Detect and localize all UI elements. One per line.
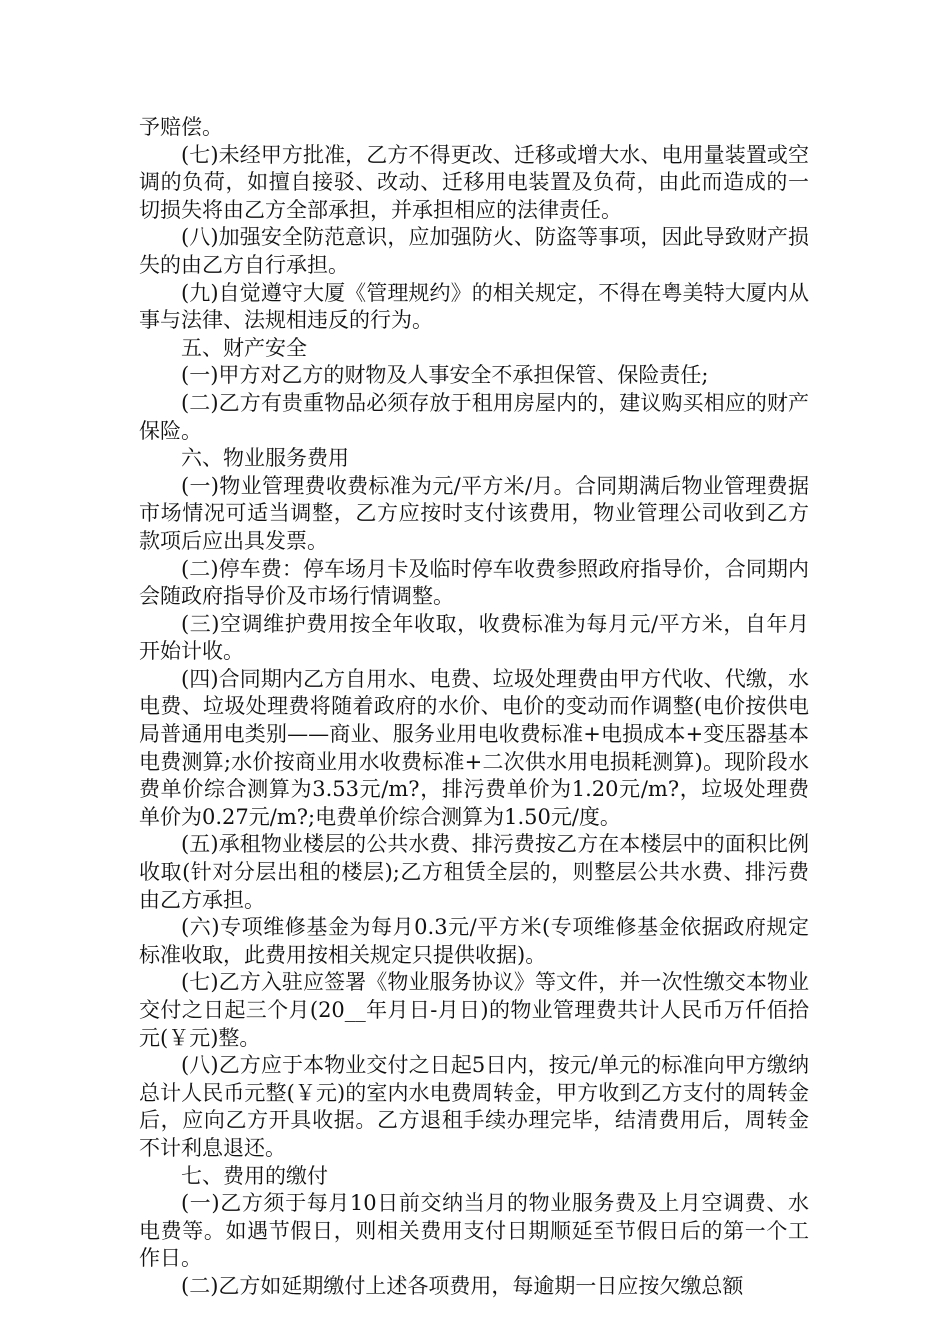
section-heading-6: 六、物业服务费用 [181, 446, 349, 471]
clause-7-2: (二)乙方如延期缴付上述各项费用，每逾期一日应按欠缴总额 [181, 1273, 744, 1298]
clause-5-1: (一)甲方对乙方的财物及人事安全不承担保管、保险责任; [181, 363, 709, 388]
clause-6-3: (三)空调维护费用按全年收取，收费标准为每月元/平方米，自年月开始计收。 [139, 611, 809, 664]
document-body [139, 114, 809, 1301]
clause-6-5: (五)承租物业楼层的公共水费、排污费按乙方在本楼层中的面积比例收取(针对分层出租的楼层);乙方租赁全层的，则整层公共水费、排污费由乙方承担。 [139, 832, 809, 912]
section-heading-7: 七、费用的缴付 [181, 1163, 328, 1188]
paragraph-continuation: 予赔偿。 [139, 115, 223, 139]
clause-7-1: (一)乙方须于每月10日前交纳当月的物业服务费及上月空调费、水电费等。如遇节假日，则相关费用支付日期顺延至节假日后的第一个工作日。 [139, 1191, 809, 1271]
clause-6-2: (二)停车费：停车场月卡及临时停车收费参照政府指导价，合同期内会随政府指导价及市场行情调整。 [139, 556, 809, 609]
clause-4-9: (九)自觉遵守大厦《管理规约》的相关规定，不得在粤美特大厦内从事与法律、法规相违反的行为。 [139, 280, 809, 333]
clause-6-6: (六)专项维修基金为每月0.3元/平方米(专项维修基金依据政府规定标准收取，此费用按相关规定只提供收据)。 [139, 915, 809, 967]
clause-5-2: (二)乙方有贵重物品必须存放于租用房屋内的，建议购买相应的财产保险。 [139, 390, 809, 443]
clause-6-4: (四)合同期内乙方自用水、电费、垃圾处理费由甲方代收、代缴，水电费、垃圾处理费将随着政府的水价、电价的变动而作调整(电价按供电局普通用电类别——商业、服务业用电收费标准+电损成本+变压器基本电费测算;水价按商业用水收费标准+二次供水用电损耗测算)。现阶段水费单价综合测算为3.53元/m?，排污费单价为1.20元/m?，垃圾处理费单价为0.27元/m?;电费单价综合测算为1.50元/度。 [139, 666, 809, 829]
clause-4-7: (七)未经甲方批准，乙方不得更改、迁移或增大水、电用量装置或空调的负荷，如擅自接驳、改动、迁移用电装置及负荷，由此而造成的一切损失将由乙方全部承担，并承担相应的法律责任。 [139, 142, 809, 222]
clause-4-8: (八)加强安全防范意识，应加强防火、防盗等事项，因此导致财产损失的由乙方自行承担。 [139, 225, 809, 277]
section-heading-5: 五、财产安全 [181, 335, 307, 360]
clause-6-1: (一)物业管理费收费标准为元/平方米/月。合同期满后物业管理费据市场情况可适当调整，乙方应按时支付该费用，物业管理公司收到乙方款项后应出具发票。 [139, 473, 809, 553]
clause-6-8: (八)乙方应于本物业交付之日起5日内，按元/单元的标准向甲方缴纳总计人民币元整(￥元)的室内水电费周转金，甲方收到乙方支付的周转金后，应向乙方开具收据。乙方退租手续办理完毕，结清费用后，周转金不计利息退还。 [139, 1053, 809, 1160]
clause-6-7: (七)乙方入驻应签署《物业服务协议》等文件，并一次性缴交本物业交付之日起三个月(20__年月日-月日)的物业管理费共计人民币万仟佰拾元(￥元)整。 [139, 970, 809, 1050]
